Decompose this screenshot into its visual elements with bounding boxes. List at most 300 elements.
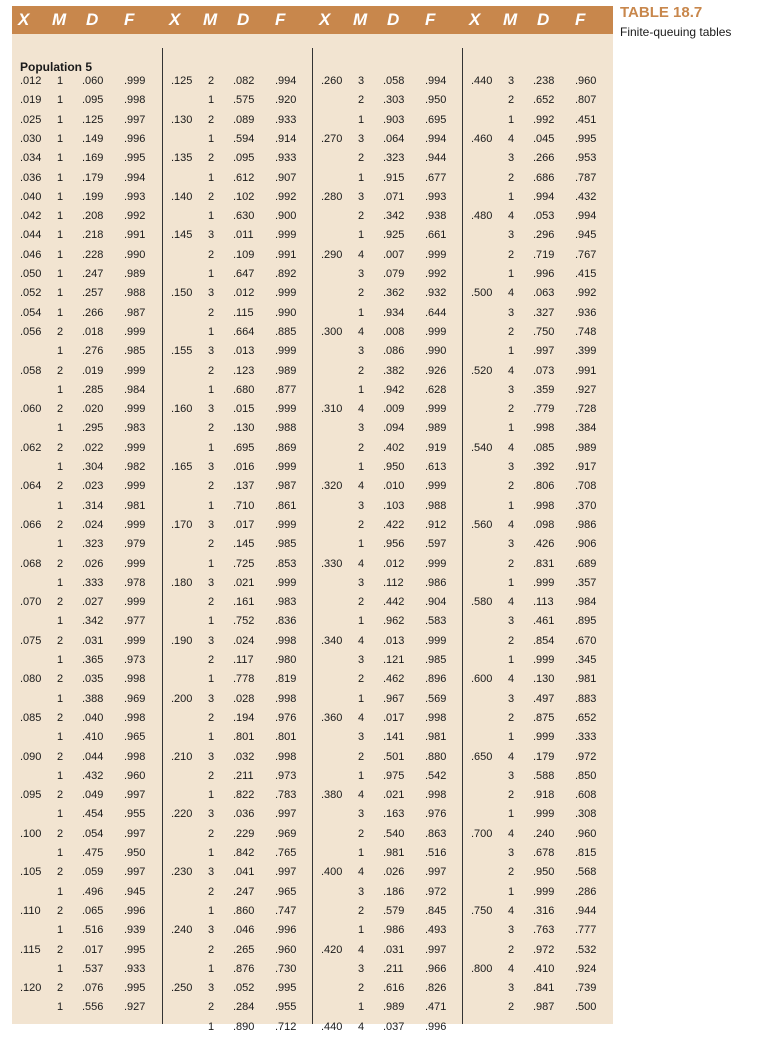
cell-d: .145 bbox=[233, 538, 255, 551]
cell-d: .112 bbox=[383, 576, 404, 589]
cell-x: .520 bbox=[471, 364, 493, 377]
cell-f: .965 bbox=[124, 731, 146, 744]
cell-m: 1 bbox=[358, 769, 365, 782]
cell-d: .179 bbox=[82, 171, 104, 184]
cell-f: .997 bbox=[124, 113, 146, 126]
cell-f: .542 bbox=[425, 769, 447, 782]
cell-m: 4 bbox=[508, 364, 515, 377]
cell-x: .064 bbox=[20, 480, 42, 493]
cell-m: 3 bbox=[208, 982, 215, 995]
cell-d: .999 bbox=[533, 885, 555, 898]
cell-f: .826 bbox=[425, 982, 447, 995]
cell-m: 4 bbox=[508, 750, 515, 763]
cell-f: .999 bbox=[275, 345, 297, 358]
cell-m: 1 bbox=[57, 75, 64, 87]
cell-f: .912 bbox=[425, 518, 447, 531]
cell-d: .876 bbox=[233, 962, 255, 975]
cell-f: .933 bbox=[275, 113, 297, 126]
cell-m: 1 bbox=[508, 422, 515, 435]
cell-m: 2 bbox=[208, 943, 215, 956]
cell-d: .992 bbox=[533, 113, 555, 126]
header-f-1: F bbox=[124, 10, 135, 29]
cell-m: 3 bbox=[508, 692, 515, 705]
cell-f: .988 bbox=[124, 287, 146, 300]
header-m-4: M bbox=[503, 10, 518, 29]
cell-d: .994 bbox=[533, 190, 555, 203]
cell-d: .454 bbox=[82, 808, 104, 821]
cell-f: .895 bbox=[575, 615, 597, 628]
cell-f: .992 bbox=[575, 287, 597, 300]
cell-x: .012 bbox=[20, 75, 42, 87]
cell-d: .098 bbox=[533, 518, 555, 531]
cell-f: .917 bbox=[575, 461, 597, 473]
cell-m: 3 bbox=[508, 75, 515, 87]
cell-f: .953 bbox=[575, 152, 597, 165]
cell-f: .972 bbox=[575, 750, 597, 763]
cell-f: .999 bbox=[124, 364, 146, 377]
cell-x: .135 bbox=[171, 152, 193, 165]
cell-f: .976 bbox=[275, 711, 297, 724]
cell-f: .992 bbox=[275, 190, 297, 203]
cell-d: .123 bbox=[233, 364, 255, 377]
cell-d: .012 bbox=[233, 287, 255, 300]
cell-m: 1 bbox=[508, 345, 515, 358]
cell-d: .989 bbox=[383, 1001, 405, 1014]
cell-m: 4 bbox=[508, 827, 515, 840]
cell-m: 3 bbox=[358, 885, 365, 898]
cell-d: .806 bbox=[533, 480, 555, 493]
cell-m: 1 bbox=[508, 190, 515, 203]
cell-d: .284 bbox=[233, 1001, 255, 1014]
cell-x: .054 bbox=[20, 306, 42, 319]
cell-m: 2 bbox=[358, 441, 365, 454]
header-d-3: D bbox=[387, 10, 400, 29]
cell-f: .994 bbox=[275, 75, 297, 87]
cell-d: .903 bbox=[383, 113, 405, 126]
cell-x: .058 bbox=[20, 364, 42, 377]
cell-f: .728 bbox=[575, 403, 597, 416]
cell-f: .652 bbox=[575, 711, 597, 724]
cell-m: 1 bbox=[208, 210, 215, 223]
cell-f: .869 bbox=[275, 441, 297, 454]
cell-f: .988 bbox=[275, 422, 297, 435]
cell-d: .194 bbox=[233, 711, 255, 724]
cell-f: .999 bbox=[425, 325, 447, 338]
cell-f: .999 bbox=[124, 634, 146, 647]
cell-f: .997 bbox=[425, 866, 447, 879]
cell-f: .965 bbox=[275, 885, 297, 898]
cell-d: .013 bbox=[383, 634, 405, 647]
cell-d: .026 bbox=[82, 557, 104, 570]
cell-m: 2 bbox=[57, 557, 64, 570]
cell-d: .021 bbox=[233, 576, 255, 589]
cell-d: .017 bbox=[383, 711, 405, 724]
cell-f: .644 bbox=[425, 306, 447, 319]
cell-x: .480 bbox=[471, 210, 493, 223]
cell-d: .860 bbox=[233, 904, 255, 917]
cell-d: .045 bbox=[533, 132, 555, 145]
cell-m: 3 bbox=[358, 422, 365, 435]
cell-f: .989 bbox=[425, 422, 447, 435]
cell-f: .994 bbox=[575, 210, 597, 223]
cell-f: .896 bbox=[425, 673, 447, 686]
cell-d: .169 bbox=[82, 152, 104, 165]
cell-m: 3 bbox=[508, 982, 515, 995]
table-header bbox=[12, 6, 613, 34]
cell-d: .365 bbox=[82, 654, 104, 666]
cell-m: 1 bbox=[57, 210, 64, 223]
cell-f: .995 bbox=[575, 132, 597, 145]
cell-d: .967 bbox=[383, 692, 405, 705]
cell-f: .919 bbox=[425, 441, 447, 454]
cell-d: .410 bbox=[82, 731, 104, 744]
cell-m: 3 bbox=[208, 866, 215, 879]
cell-m: 3 bbox=[508, 615, 515, 628]
cell-f: .984 bbox=[124, 383, 146, 396]
cell-d: .432 bbox=[82, 769, 104, 782]
cell-f: .999 bbox=[425, 557, 447, 570]
cell-f: .996 bbox=[275, 924, 297, 937]
cell-m: 4 bbox=[358, 711, 365, 724]
cell-d: .925 bbox=[383, 229, 405, 242]
cell-f: .989 bbox=[575, 441, 597, 454]
cell-m: 2 bbox=[208, 596, 215, 609]
cell-f: .836 bbox=[275, 615, 297, 628]
cell-m: 2 bbox=[358, 982, 365, 995]
cell-x: .110 bbox=[20, 904, 41, 917]
cell-f: .677 bbox=[425, 171, 447, 184]
cell-m: 2 bbox=[208, 711, 215, 724]
cell-f: .999 bbox=[275, 229, 297, 242]
cell-m: 1 bbox=[208, 615, 215, 628]
cell-f: .960 bbox=[275, 943, 297, 956]
cell-d: .972 bbox=[533, 943, 555, 956]
cell-m: 3 bbox=[508, 538, 515, 551]
cell-d: .103 bbox=[383, 499, 405, 512]
cell-f: .777 bbox=[575, 924, 597, 937]
cell-d: .410 bbox=[533, 962, 555, 975]
cell-f: .370 bbox=[575, 499, 597, 512]
cell-x: .580 bbox=[471, 596, 493, 609]
cell-x: .330 bbox=[321, 557, 343, 570]
cell-m: 1 bbox=[358, 306, 365, 319]
cell-d: .094 bbox=[383, 422, 405, 435]
cell-f: .787 bbox=[575, 171, 597, 184]
cell-m: 2 bbox=[57, 364, 64, 377]
cell-d: .556 bbox=[82, 1001, 104, 1014]
cell-d: .996 bbox=[533, 268, 555, 280]
cell-m: 1 bbox=[57, 345, 64, 358]
cell-d: .073 bbox=[533, 364, 555, 377]
cell-m: 3 bbox=[358, 576, 365, 589]
cell-f: .983 bbox=[124, 422, 146, 435]
cell-f: .985 bbox=[275, 538, 297, 551]
cell-d: .594 bbox=[233, 132, 255, 145]
cell-d: .052 bbox=[233, 982, 255, 995]
cell-f: .286 bbox=[575, 885, 597, 898]
cell-f: .906 bbox=[575, 538, 597, 551]
cell-f: .819 bbox=[275, 673, 297, 686]
cell-m: 1 bbox=[508, 885, 515, 898]
header-m-2: M bbox=[203, 10, 218, 29]
cell-f: .999 bbox=[425, 248, 447, 261]
cell-m: 2 bbox=[358, 210, 365, 223]
header-x-2: X bbox=[169, 10, 181, 29]
cell-f: .999 bbox=[275, 518, 297, 531]
cell-d: .537 bbox=[82, 962, 104, 975]
cell-m: 1 bbox=[208, 673, 215, 686]
cell-m: 2 bbox=[208, 827, 215, 840]
cell-d: .752 bbox=[233, 615, 255, 628]
cell-d: .956 bbox=[383, 538, 405, 551]
cell-x: .046 bbox=[20, 248, 42, 261]
cell-d: .296 bbox=[533, 229, 555, 242]
cell-m: 2 bbox=[358, 827, 365, 840]
cell-d: .875 bbox=[533, 711, 555, 724]
cell-f: .994 bbox=[425, 75, 447, 87]
cell-m: 3 bbox=[208, 518, 215, 531]
population-label: Population 5 bbox=[20, 60, 92, 74]
cell-f: .969 bbox=[124, 692, 146, 705]
cell-d: .130 bbox=[233, 422, 255, 435]
cell-f: .850 bbox=[575, 769, 597, 782]
cell-f: .989 bbox=[124, 268, 146, 280]
cell-x: .095 bbox=[20, 789, 42, 802]
cell-m: 3 bbox=[208, 576, 215, 589]
cell-x: .115 bbox=[20, 943, 41, 956]
cell-m: 1 bbox=[57, 499, 64, 512]
cell-f: .986 bbox=[575, 518, 597, 531]
cell-m: 2 bbox=[508, 480, 515, 493]
cell-m: 3 bbox=[208, 287, 215, 300]
cell-x: .056 bbox=[20, 325, 42, 338]
cell-m: 2 bbox=[57, 866, 64, 879]
cell-d: .750 bbox=[533, 325, 555, 338]
cell-d: .010 bbox=[383, 480, 405, 493]
cell-m: 2 bbox=[508, 248, 515, 261]
header-m-3: M bbox=[353, 10, 368, 29]
cell-m: 2 bbox=[57, 480, 64, 493]
header-f-2: F bbox=[275, 10, 286, 29]
cell-d: .934 bbox=[383, 306, 405, 319]
cell-d: .266 bbox=[82, 306, 104, 319]
cell-m: 1 bbox=[208, 847, 215, 859]
cell-d: .037 bbox=[383, 1020, 405, 1033]
cell-m: 2 bbox=[208, 75, 215, 87]
cell-x: .440 bbox=[471, 75, 493, 87]
cell-f: .345 bbox=[575, 654, 597, 666]
cell-m: 1 bbox=[57, 152, 64, 165]
cell-f: .914 bbox=[275, 132, 297, 145]
cell-d: .007 bbox=[383, 248, 405, 261]
cell-m: 2 bbox=[57, 441, 64, 454]
cell-f: .936 bbox=[575, 306, 597, 319]
cell-d: .199 bbox=[82, 190, 104, 203]
header-d-1: D bbox=[86, 10, 99, 29]
cell-m: 2 bbox=[57, 518, 64, 531]
cell-m: 2 bbox=[57, 750, 64, 763]
cell-f: .992 bbox=[124, 210, 146, 223]
cell-d: .999 bbox=[533, 808, 555, 821]
cell-d: .041 bbox=[233, 866, 255, 879]
cell-m: 1 bbox=[508, 808, 515, 821]
cell-f: .997 bbox=[275, 866, 297, 879]
cell-f: .950 bbox=[124, 847, 146, 859]
cell-x: .420 bbox=[321, 943, 343, 956]
cell-d: .266 bbox=[533, 152, 555, 165]
cell-m: 4 bbox=[358, 480, 365, 493]
cell-f: .927 bbox=[124, 1001, 146, 1014]
cell-m: 1 bbox=[208, 904, 215, 917]
cell-d: .854 bbox=[533, 634, 555, 647]
cell-d: .089 bbox=[233, 113, 255, 126]
cell-d: .085 bbox=[533, 441, 555, 454]
cell-d: .012 bbox=[383, 557, 405, 570]
cell-m: 2 bbox=[208, 1001, 215, 1014]
cell-m: 1 bbox=[508, 268, 515, 280]
cell-x: .036 bbox=[20, 171, 42, 184]
cell-m: 2 bbox=[57, 943, 64, 956]
cell-x: .400 bbox=[321, 866, 343, 879]
cell-f: .500 bbox=[575, 1001, 597, 1014]
cell-f: .995 bbox=[124, 152, 146, 165]
cell-m: 1 bbox=[57, 461, 64, 473]
cell-d: .036 bbox=[233, 808, 255, 821]
cell-f: .966 bbox=[425, 962, 447, 975]
cell-d: .265 bbox=[233, 943, 255, 956]
cell-m: 1 bbox=[208, 731, 215, 744]
cell-d: .023 bbox=[82, 480, 104, 493]
cell-d: .130 bbox=[533, 673, 555, 686]
cell-d: .017 bbox=[233, 518, 255, 531]
cell-d: .942 bbox=[383, 383, 405, 396]
cell-x: .540 bbox=[471, 441, 493, 454]
cell-d: .149 bbox=[82, 132, 104, 145]
cell-f: .997 bbox=[124, 789, 146, 802]
cell-m: 1 bbox=[57, 94, 64, 107]
cell-d: .163 bbox=[383, 808, 405, 821]
cell-d: .426 bbox=[533, 538, 555, 551]
cell-x: .019 bbox=[20, 94, 42, 107]
cell-m: 2 bbox=[508, 171, 515, 184]
cell-d: .647 bbox=[233, 268, 255, 280]
cell-m: 3 bbox=[358, 499, 365, 512]
cell-x: .044 bbox=[20, 229, 42, 242]
cell-d: .208 bbox=[82, 210, 104, 223]
cell-m: 1 bbox=[57, 538, 64, 551]
cell-f: .955 bbox=[275, 1001, 297, 1014]
cell-x: .380 bbox=[321, 789, 343, 802]
cell-x: .210 bbox=[171, 750, 193, 763]
cell-f: .730 bbox=[275, 962, 297, 975]
cell-d: .962 bbox=[383, 615, 405, 628]
cell-f: .998 bbox=[275, 692, 297, 705]
cell-f: .516 bbox=[425, 847, 447, 859]
cell-d: .137 bbox=[233, 480, 255, 493]
cell-f: .944 bbox=[575, 904, 597, 917]
cell-f: .883 bbox=[575, 692, 597, 705]
cell-m: 3 bbox=[208, 461, 215, 473]
cell-m: 2 bbox=[358, 518, 365, 531]
cell-d: .303 bbox=[383, 94, 405, 107]
cell-f: .982 bbox=[124, 461, 146, 473]
cell-x: .105 bbox=[20, 866, 42, 879]
cell-d: .304 bbox=[82, 461, 104, 473]
cell-f: .995 bbox=[124, 943, 146, 956]
cell-d: .022 bbox=[82, 441, 104, 454]
cell-m: 1 bbox=[57, 962, 64, 975]
cell-m: 4 bbox=[358, 634, 365, 647]
cell-x: .040 bbox=[20, 190, 42, 203]
cell-m: 2 bbox=[57, 789, 64, 802]
cell-f: .985 bbox=[124, 345, 146, 358]
cell-d: .986 bbox=[383, 924, 405, 937]
cell-f: .998 bbox=[275, 634, 297, 647]
cell-m: 1 bbox=[508, 576, 515, 589]
cell-f: .853 bbox=[275, 557, 297, 570]
cell-m: 1 bbox=[57, 248, 64, 261]
cell-f: .815 bbox=[575, 847, 597, 859]
cell-f: .997 bbox=[124, 827, 146, 840]
cell-d: .323 bbox=[383, 152, 405, 165]
cell-f: .739 bbox=[575, 982, 597, 995]
cell-f: .991 bbox=[575, 364, 597, 377]
cell-x: .500 bbox=[471, 287, 493, 300]
cell-m: 4 bbox=[508, 904, 515, 917]
cell-x: .030 bbox=[20, 132, 42, 145]
cell-m: 1 bbox=[208, 171, 215, 184]
cell-m: 2 bbox=[358, 364, 365, 377]
cell-m: 1 bbox=[208, 789, 215, 802]
cell-d: .031 bbox=[383, 943, 405, 956]
cell-d: .086 bbox=[383, 345, 405, 358]
cell-x: .600 bbox=[471, 673, 493, 686]
cell-f: .997 bbox=[425, 943, 447, 956]
cell-f: .944 bbox=[425, 152, 447, 165]
cell-d: .031 bbox=[82, 634, 104, 647]
cell-x: .085 bbox=[20, 711, 42, 724]
cell-x: .125 bbox=[171, 75, 193, 87]
cell-m: 1 bbox=[508, 654, 515, 666]
cell-f: .994 bbox=[124, 171, 146, 184]
cell-f: .999 bbox=[275, 403, 297, 416]
cell-m: 2 bbox=[208, 152, 215, 165]
cell-d: .076 bbox=[82, 982, 104, 995]
cell-f: .924 bbox=[575, 962, 597, 975]
cell-m: 1 bbox=[358, 383, 365, 396]
cell-d: .652 bbox=[533, 94, 555, 107]
header-d-2: D bbox=[237, 10, 250, 29]
cell-f: .333 bbox=[575, 731, 597, 744]
cell-m: 2 bbox=[358, 750, 365, 763]
cell-m: 1 bbox=[208, 132, 215, 145]
cell-m: 3 bbox=[358, 132, 365, 145]
cell-f: .999 bbox=[124, 75, 146, 87]
cell-f: .981 bbox=[124, 499, 146, 512]
cell-d: .058 bbox=[383, 75, 405, 87]
cell-x: .070 bbox=[20, 596, 42, 609]
cell-f: .972 bbox=[425, 885, 447, 898]
cell-d: .186 bbox=[383, 885, 405, 898]
cell-d: .950 bbox=[533, 866, 555, 879]
cell-x: .270 bbox=[321, 132, 343, 145]
cell-m: 4 bbox=[358, 403, 365, 416]
cell-m: 1 bbox=[358, 229, 365, 242]
cell-m: 1 bbox=[358, 1001, 365, 1014]
cell-f: .999 bbox=[124, 403, 146, 416]
cell-m: 4 bbox=[358, 1020, 365, 1033]
cell-f: .532 bbox=[575, 943, 597, 956]
